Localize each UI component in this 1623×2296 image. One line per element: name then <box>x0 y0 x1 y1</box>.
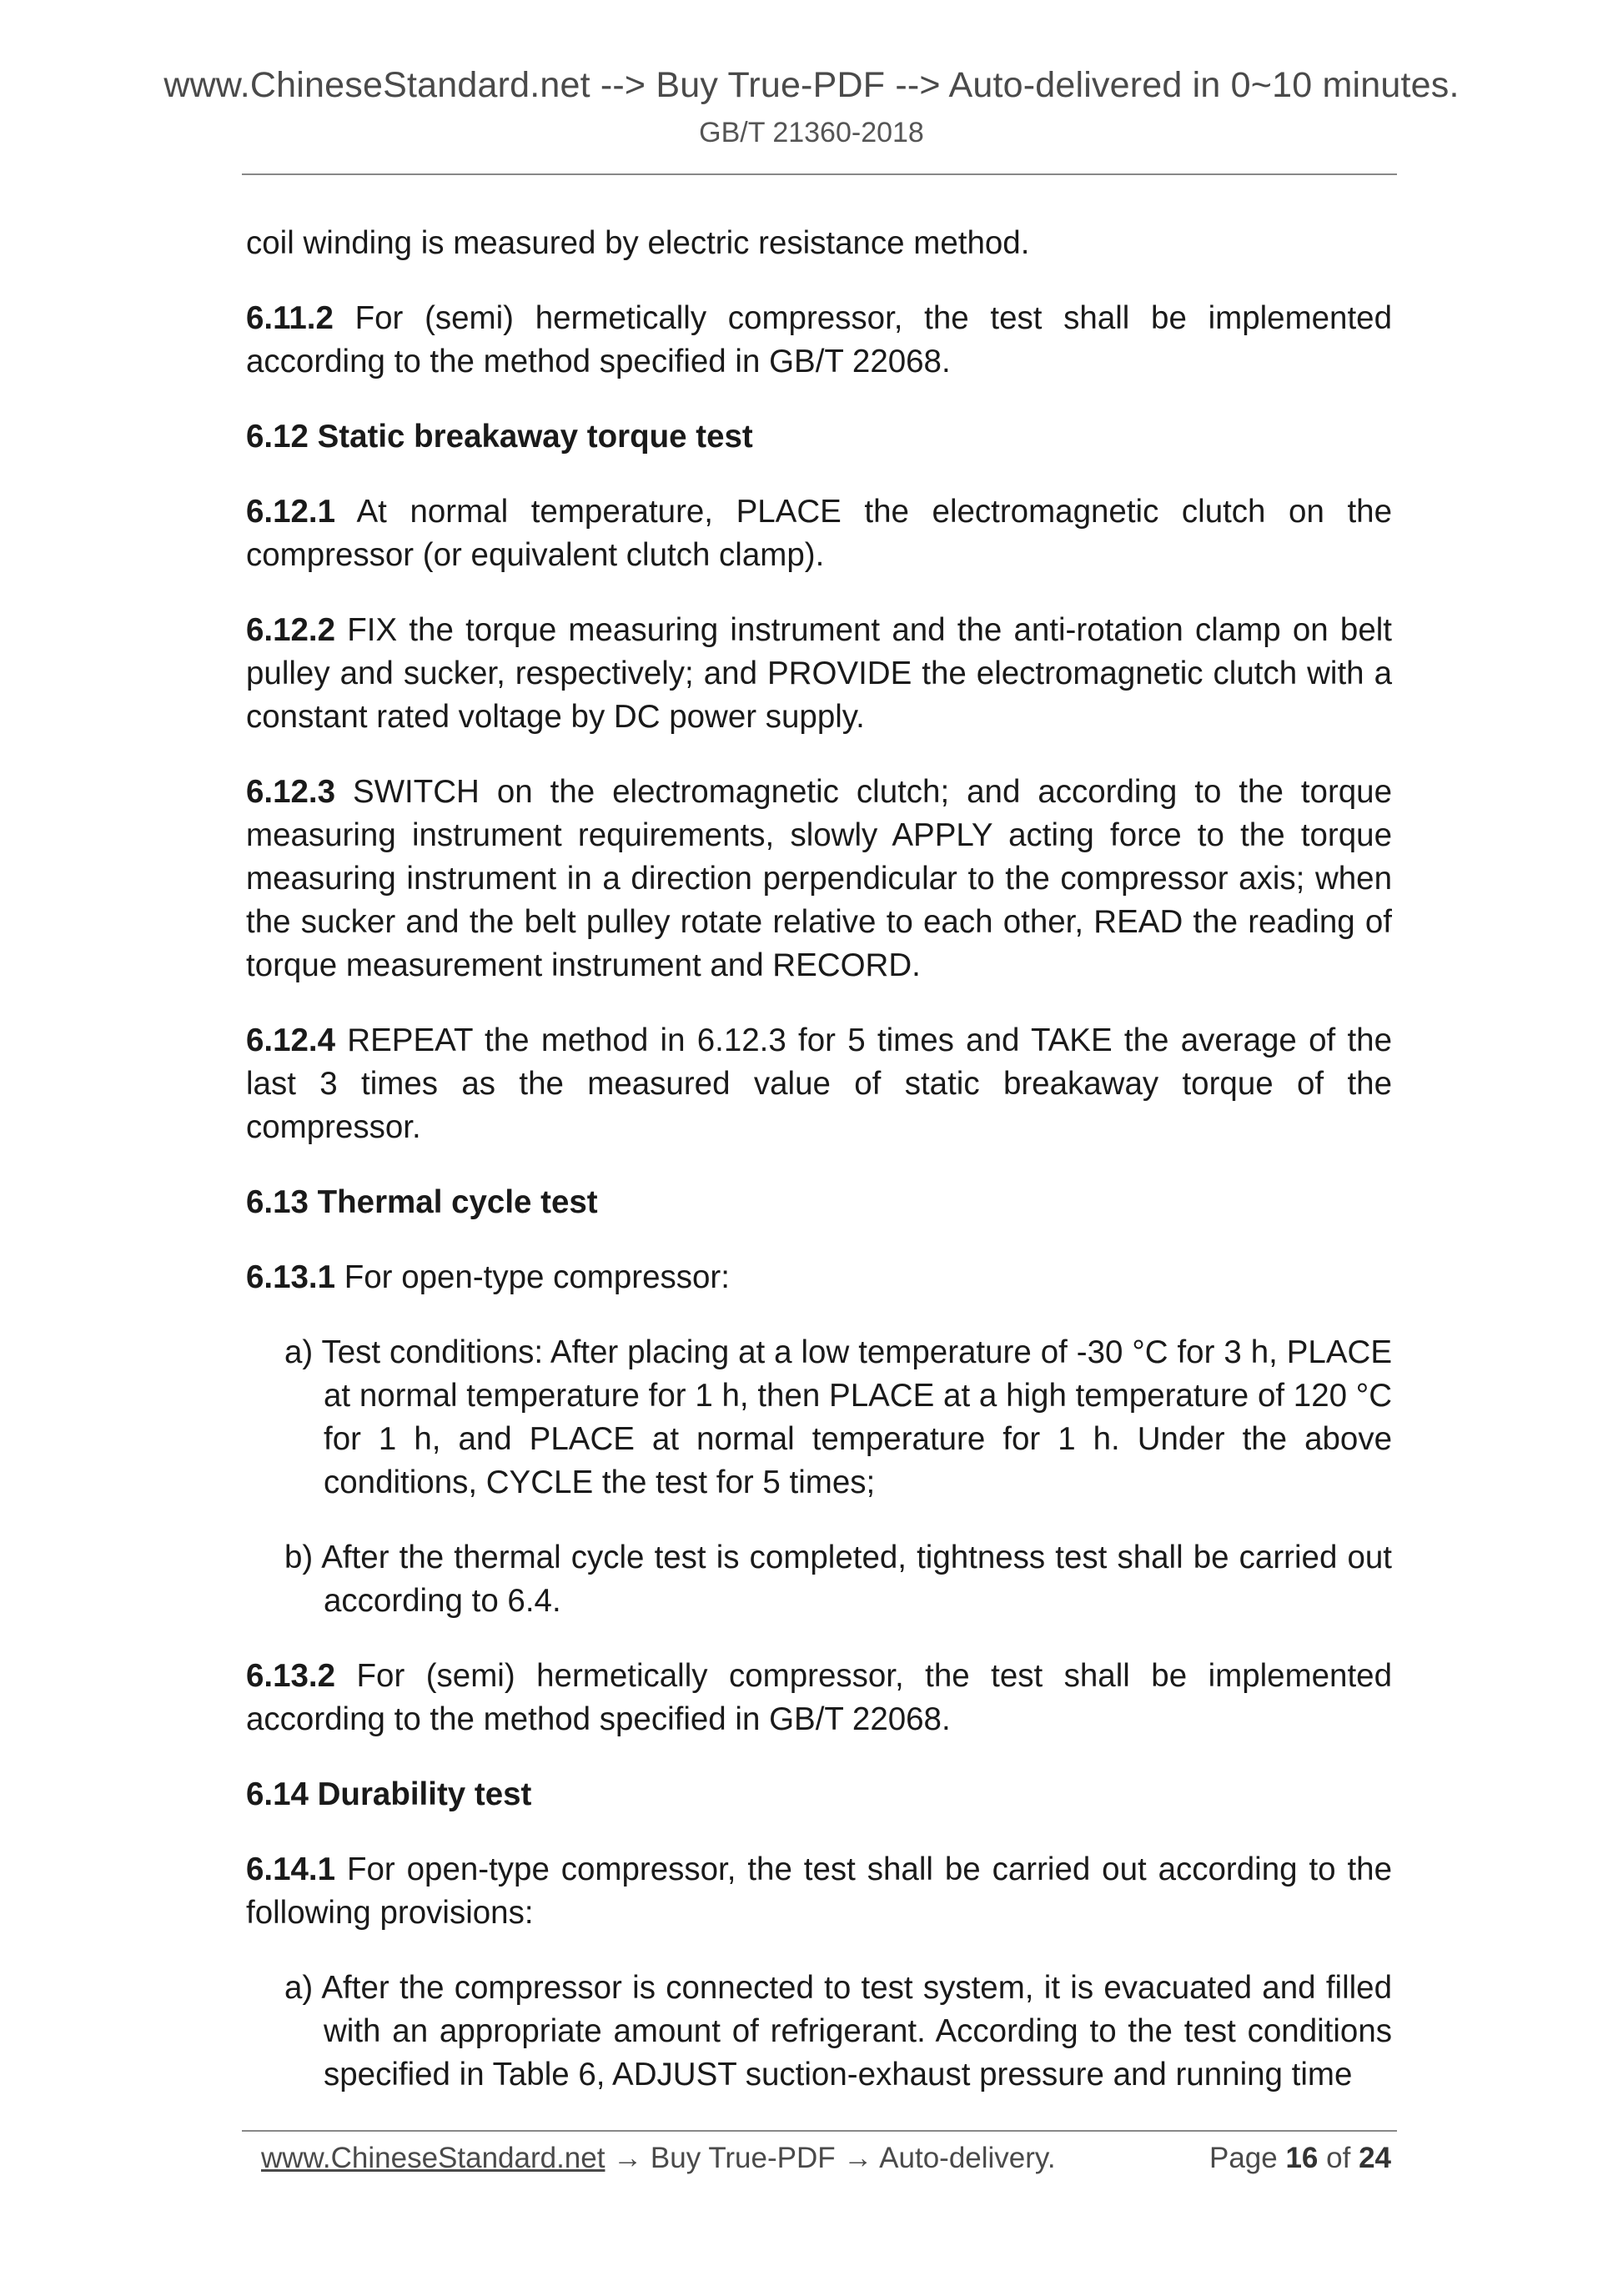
clause-text: SWITCH on the electromagnetic clutch; and according to the torque measuring instrument requirements, slowly APPLY acting force to the torque measuring instrument in a direction perpendicular to the compressor axis; when the sucker and the belt pulley rotate relative to each other, READ the reading of torque measurement instrument and RECORD. <box>246 774 1392 983</box>
clause-6-12-3 <box>246 771 1392 987</box>
clause-text: At normal temperature, PLACE the electromagnetic clutch on the compressor (or equivalent clutch clamp). <box>246 494 1392 573</box>
header-doc-id: GB/T 21360-2018 <box>699 117 924 148</box>
list-item-a: a) Test conditions: After placing at a low temperature of -30 °C for 3 h, PLACE at normal temperature for 1 h, then PLACE at a high temperature of 120 °C for 1 h, and PLACE at normal temperature for 1 h. Under the above conditions, CYCLE the test for 5 times; <box>284 1334 1392 1500</box>
clause-text: REPEAT the method in 6.12.3 for 5 times and TAKE the average of the last 3 times as the measured value of static breakaway torque of the compressor. <box>246 1022 1392 1145</box>
footer-divider <box>242 2130 1397 2132</box>
page-total: 24 <box>1359 2142 1391 2174</box>
clause-6-13-1 <box>246 1256 1392 1299</box>
clause-number: 6.12.4 <box>246 1022 336 1058</box>
clause-text: For (semi) hermetically compressor, the test shall be implemented according to the method specified in GB/T 22068. <box>246 300 1392 379</box>
clause-6-12-1 <box>246 490 1392 577</box>
clause-number: 6.11.2 <box>246 300 334 336</box>
list-item-b: b) After the thermal cycle test is completed, tightness test shall be carried out according to 6.4. <box>284 1540 1392 1619</box>
clause-text: For open-type compressor, the test shall be carried out according to the following provisions: <box>246 1851 1392 1931</box>
section-heading-6-13: 6.13 Thermal cycle test <box>246 1184 598 1220</box>
page-indicator <box>1209 2142 1391 2175</box>
header-banner[interactable]: www.ChineseStandard.net --> Buy True-PDF --> Auto-delivered in 0~10 minutes. <box>163 65 1460 105</box>
document-body <box>246 222 1392 2128</box>
header-divider <box>242 173 1397 175</box>
clause-text: For open-type compressor: <box>335 1259 730 1295</box>
list-item-a: a) After the compressor is connected to test system, it is evacuated and filled with an appropriate amount of refrigerant. According to the test conditions specified in Table 6, ADJUST suction-exhaust pressure and running time <box>284 1970 1392 2093</box>
clause-number: 6.14.1 <box>246 1851 336 1887</box>
section-heading-6-12: 6.12 Static breakaway torque test <box>246 419 753 455</box>
clause-6-12-4 <box>246 1019 1392 1149</box>
clause-text: For (semi) hermetically compressor, the test shall be implemented according to the method specified in GB/T 22068. <box>246 1658 1392 1737</box>
page-number: 16 <box>1285 2142 1319 2174</box>
clause-number: 6.13.2 <box>246 1658 336 1694</box>
clause-number: 6.12.3 <box>246 774 336 810</box>
clause-6-14-1 <box>246 1848 1392 1935</box>
footer-tagline: → Buy True-PDF → Auto-delivery. <box>605 2142 1056 2174</box>
clause-number: 6.12.2 <box>246 612 336 648</box>
clause-number: 6.13.1 <box>246 1259 336 1295</box>
clause-number: 6.12.1 <box>246 494 336 530</box>
paragraph-continuation: coil winding is measured by electric resistance method. <box>246 225 1030 261</box>
footer-left <box>261 2142 1056 2175</box>
footer <box>261 2142 1391 2183</box>
page-word: Page <box>1208 2142 1278 2174</box>
clause-6-12-2 <box>246 609 1392 739</box>
of-word: of <box>1326 2142 1351 2174</box>
clause-6-11-2 <box>246 297 1392 384</box>
section-heading-6-14: 6.14 Durability test <box>246 1776 532 1812</box>
footer-site-link[interactable]: www.ChineseStandard.net <box>261 2142 605 2174</box>
clause-6-13-2 <box>246 1655 1392 1741</box>
clause-text: FIX the torque measuring instrument and the anti-rotation clamp on belt pulley and sucker, respectively; and PROVIDE the electromagnetic clutch with a constant rated voltage by DC power supply. <box>246 612 1392 735</box>
